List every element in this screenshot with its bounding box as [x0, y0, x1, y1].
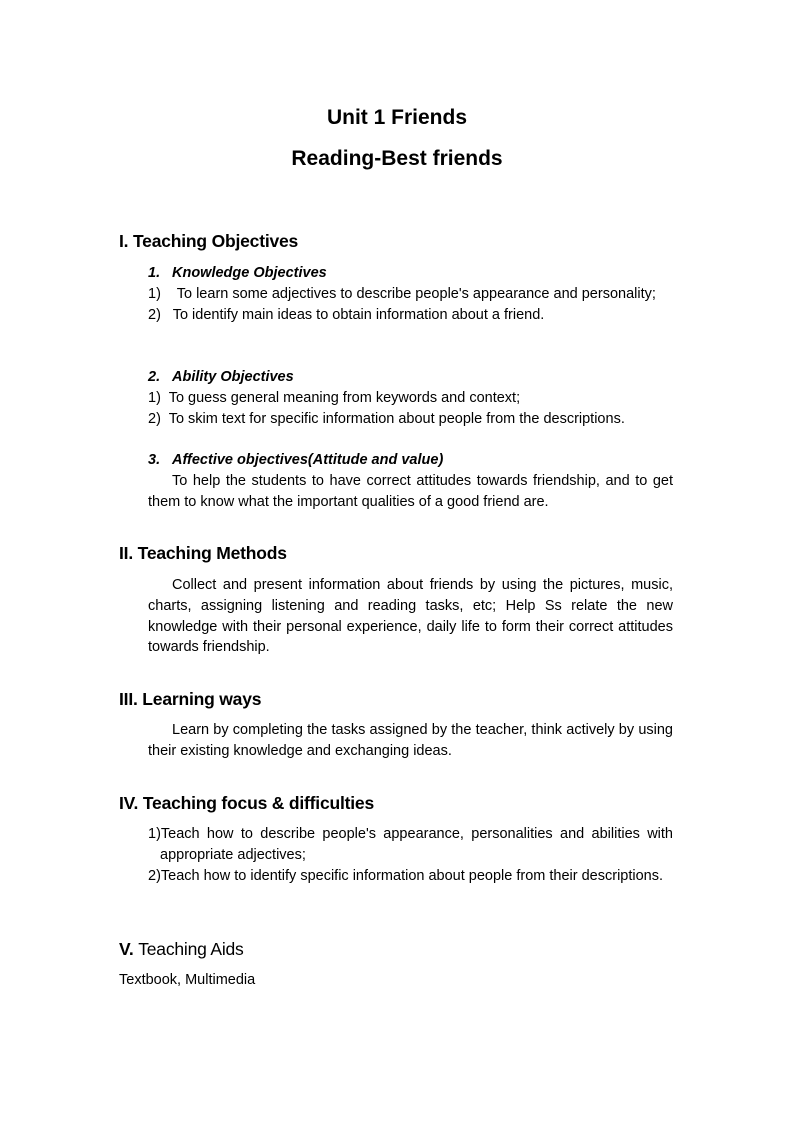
document-subtitle: Reading-Best friends [291, 147, 503, 170]
knowledge-objectives-heading [148, 263, 673, 284]
section-heading-learning: III. Learning ways [119, 689, 262, 709]
ability-objectives-number: 2. [148, 369, 161, 385]
knowledge-item-1: 1) To learn some adjectives to describe people's appearance and personality; [148, 285, 656, 302]
knowledge-objectives-label: Knowledge Objectives [172, 265, 327, 281]
ability-item-1: 1) To guess general meaning from keywords and context; [148, 389, 521, 406]
focus-list [148, 824, 673, 886]
knowledge-objectives [148, 263, 673, 325]
ability-objectives [148, 367, 673, 429]
section-heading-aids [119, 938, 244, 960]
ability-objectives-heading [148, 367, 673, 388]
ability-item-2: 2) To skim text for specific information about people from the descriptions. [148, 410, 625, 427]
learning-text: Learn by completing the tasks assigned by the teacher, think actively by using their existing knowledge and exchanging ideas. [148, 722, 673, 759]
affective-objectives-heading [148, 450, 673, 471]
affective-objectives-number: 3. [148, 452, 161, 468]
section-heading-methods: II. Teaching Methods [119, 543, 287, 563]
knowledge-item-2: 2) To identify main ideas to obtain information about a friend. [148, 306, 545, 323]
section-heading-objectives: I. Teaching Objectives [119, 231, 299, 251]
focus-item-1: 1)Teach how to describe people's appearance, personalities and abilities with appropriate adjectives; [148, 826, 673, 863]
document-title: Unit 1 Friends [326, 106, 468, 129]
focus-item-2: 2)Teach how to identify specific information about people from their descriptions. [148, 867, 664, 884]
section-heading-aids-label: Teaching Aids [138, 939, 244, 959]
affective-objectives-text: To help the students to have correct attitudes towards friendship, and to get them to know what the important qualities of a good friend are. [148, 472, 673, 510]
methods-text: Collect and present information about friends by using the pictures, music, charts, assigning listening and reading tasks, etc; Help Ss relate the new knowledge with their personal experience, daily life to form their correct attitudes towards friendship. [148, 577, 673, 656]
section-heading-focus: IV. Teaching focus & difficulties [119, 793, 374, 813]
aids-text: Textbook, Multimedia [119, 972, 256, 988]
section-heading-aids-number: V. [119, 939, 134, 959]
knowledge-objectives-number: 1. [148, 265, 161, 281]
affective-objectives-label: Affective objectives(Attitude and value) [172, 452, 444, 468]
affective-objectives [148, 450, 673, 512]
ability-objectives-label: Ability Objectives [172, 369, 294, 385]
